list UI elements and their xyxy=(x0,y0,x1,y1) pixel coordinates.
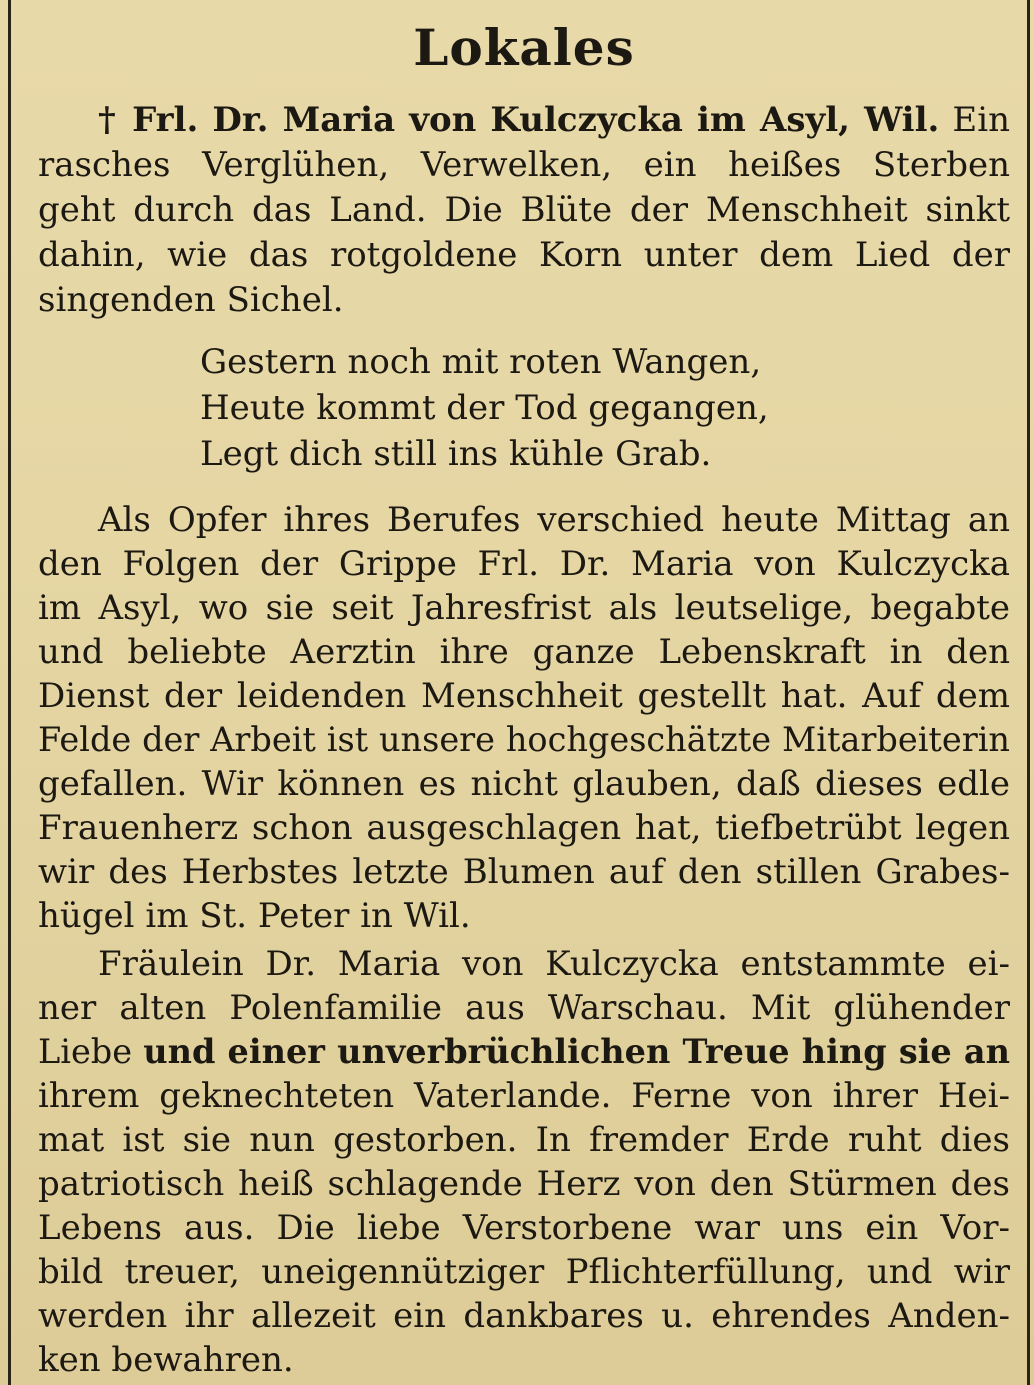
paragraph-line: Frauenherz schon ausgeschlagen hat, tiefbetrübt legen xyxy=(38,808,1010,848)
paragraph-line: ken bewahren. xyxy=(38,1340,294,1380)
paragraph-line: Lebens aus. Die liebe Verstorbene war uns ein Vor- xyxy=(38,1208,1010,1248)
article-lead: † Frl. Dr. Maria von Kulczycka im Asyl, Wil. xyxy=(98,100,940,140)
paragraph-line: hügel im St. Peter in Wil. xyxy=(38,896,471,936)
paragraph-line: Als Opfer ihres Berufes verschied heute Mittag an xyxy=(98,500,1010,540)
paragraph-line: Dienst der leidenden Menschheit gestellt hat. Auf dem xyxy=(38,676,1010,716)
section-heading: Lokales xyxy=(413,18,635,77)
paragraph-line: den Folgen der Grippe Frl. Dr. Maria von Kulczycka xyxy=(38,544,1010,584)
verse-line: Heute kommt der Tod gegangen, xyxy=(200,388,769,428)
paragraph-line: dahin, wie das rotgoldene Korn unter dem Lied der xyxy=(38,235,1010,275)
verse-line: Legt dich still ins kühle Grab. xyxy=(200,434,712,474)
paragraph-line xyxy=(98,100,1010,140)
paragraph-line: und beliebte Aerztin ihre ganze Lebenskraft in den xyxy=(38,632,1010,672)
paragraph-line: wir des Herbstes letzte Blumen auf den stillen Grabes- xyxy=(38,852,1010,892)
paragraph-line: ihrem geknechteten Vaterlande. Ferne von ihrer Hei- xyxy=(38,1076,1010,1116)
paragraph-line: im Asyl, wo sie seit Jahresfrist als leutselige, begabte xyxy=(38,588,1010,628)
paragraph-line: mat ist sie nun gestorben. In fremder Erde ruht dies xyxy=(38,1120,1010,1160)
paragraph-line: bild treuer, uneigennütziger Pflichterfüllung, und wir xyxy=(38,1252,1010,1292)
paragraph-line: rasches Verglühen, Verwelken, ein heißes Sterben xyxy=(38,145,1010,185)
paragraph-line: patriotisch heiß schlagende Herz von den Stürmen des xyxy=(38,1164,1010,1204)
paragraph-line: Fräulein Dr. Maria von Kulczycka entstammte ei- xyxy=(98,944,1010,984)
paragraph-line: gefallen. Wir können es nicht glauben, daß dieses edle xyxy=(38,764,1010,804)
paragraph-fragment: Liebe xyxy=(38,1032,133,1071)
column-rule-right xyxy=(1027,0,1030,1385)
paragraph-line: singenden Sichel. xyxy=(38,280,344,320)
paragraph-line xyxy=(38,1032,1010,1072)
paragraph-line: ner alten Polenfamilie aus Warschau. Mit glühender xyxy=(38,988,1010,1028)
column-rule-left xyxy=(8,0,11,1385)
lead-continuation: Ein xyxy=(952,100,1010,140)
verse-line: Gestern noch mit roten Wangen, xyxy=(200,342,762,382)
paragraph-line: werden ihr allezeit ein dankbares u. ehrendes Anden- xyxy=(38,1296,1010,1336)
paragraph-line: Felde der Arbeit ist unsere hochgeschätzte Mitarbeiterin xyxy=(38,720,1010,759)
bold-fragment: und einer unverbrüchlichen Treue hing sie an xyxy=(143,1032,1010,1071)
paragraph-line: geht durch das Land. Die Blüte der Menschheit sinkt xyxy=(38,190,1010,230)
